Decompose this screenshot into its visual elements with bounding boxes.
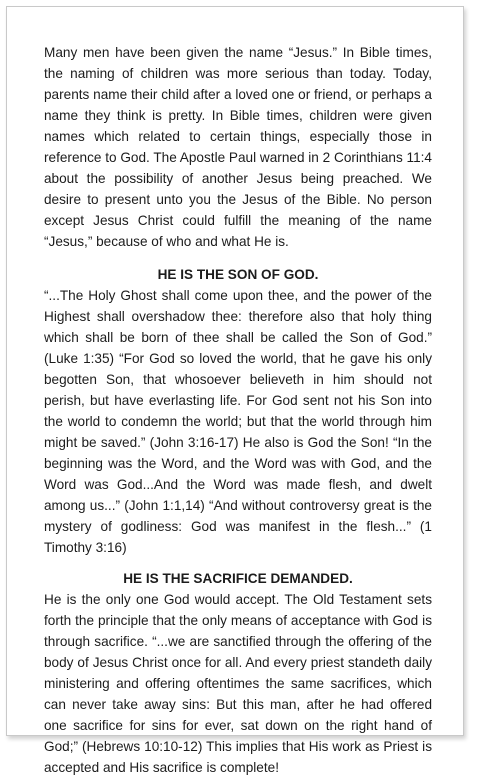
section-heading-sacrifice-demanded: HE IS THE SACRIFICE DEMANDED.	[123, 571, 353, 586]
section-body-sacrifice-demanded: He is the only one God would accept. The Old Testament sets forth the principle that the only means of acceptance with God is through sacrifice. “...we are sanctified through the offering of the body of Jesus Christ once for all. And every priest standeth daily ministering and offering oftentimes the same sacrifices, which can never take away sins: But this man, after he had offered one sacrifice for sins for ever, sat down on the right hand of God;” (Hebrews 10:10-12) This implies that His work as Priest is accepted and His sacrifice is complete!	[44, 592, 432, 775]
section-heading-son-of-god: HE IS THE SON OF GOD.	[157, 267, 319, 282]
section-spacer	[44, 252, 432, 264]
intro-paragraph: Many men have been given the name “Jesus.” In Bible times, the naming of children was more serious than today. Today, parents name their child after a loved one or friend, or perhaps a name they think is pretty. In Bible times, children were given names which related to certain things, especially those in reference to God. The Apostle Paul warned in 2 Corinthians 11:4 about the possibility of another Jesus being preached. We desire to present unto you the Jesus of the Bible. No person except Jesus Christ could fulfill the meaning of the name “Jesus,” because of who and what He is.	[44, 45, 432, 249]
section-spacer	[44, 558, 432, 568]
document-body	[44, 42, 432, 778]
section-body-son-of-god: “...The Holy Ghost shall come upon thee, and the power of the Highest shall overshadow thee: therefore also that holy thing which shall be born of thee shall be called the Son of God.” (Luke 1:35) “For God so loved the world, that he gave his only begotten Son, that whosoever believeth in him should not perish, but have everlasting life. For God sent not his Son into the world to condemn the world; but that the world through him might be saved.” (John 3:16-17) He also is God the Son! “In the beginning was the Word, and the Word was with God, and the Word was God...And the Word was made flesh, and dwelt among us...” (John 1:1,14) “And without controversy great is the mystery of godliness: God was manifest in the flesh...” (1 Timothy 3:16)	[44, 288, 432, 555]
